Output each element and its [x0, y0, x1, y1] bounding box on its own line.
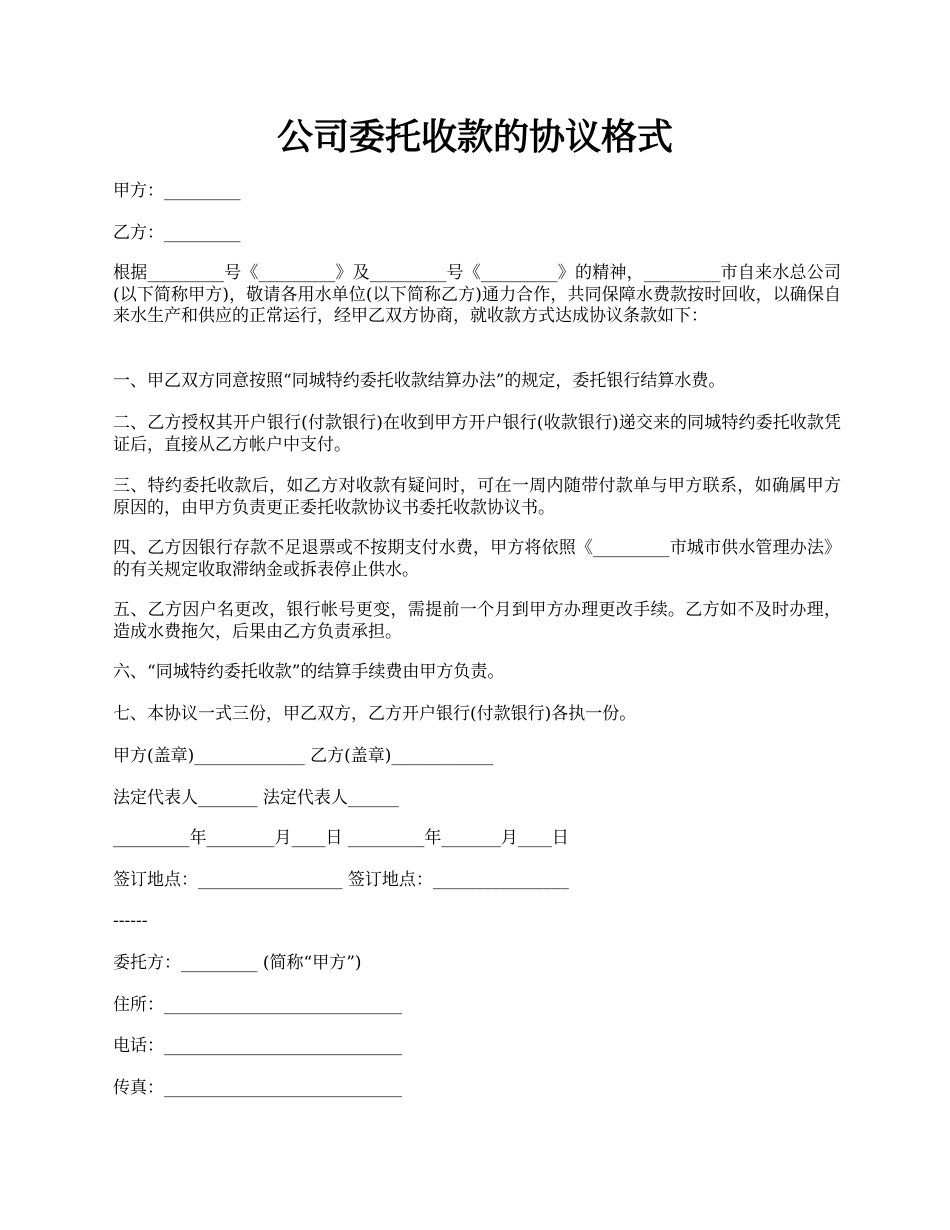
party-a-line: 甲方：_________: [113, 181, 241, 201]
legal-representative-line: 法定代表人_______ 法定代表人______: [113, 788, 399, 808]
seal-line: 甲方(盖章)_____________ 乙方(盖章)____________: [113, 746, 494, 766]
clause-4: 四、乙方因银行存款不足退票或不按期支付水费，甲方将依照《_________市城市供水管理办法》的有关规定收取滞纳金或拆表停止供水。: [113, 538, 841, 580]
fax-line: 传真：____________________________: [113, 1078, 402, 1098]
separator: ------: [113, 911, 148, 931]
signing-place-line: 签订地点：_________________ 签订地点：________________: [113, 870, 569, 890]
clause-7: 七、本协议一式三份，甲乙双方，乙方开户银行(付款银行)各执一份。: [113, 704, 637, 724]
clause-3: 三、特约委托收款后，如乙方对收款有疑问时，可在一周内随带付款单与甲方联系，如确属甲方原因的，由甲方负责更正委托收款协议书委托收款协议书。: [113, 476, 841, 518]
clause-1: 一、甲乙双方同意按照“同城特约委托收款结算办法”的规定，委托银行结算水费。: [113, 371, 726, 391]
phone-line: 电话：____________________________: [113, 1036, 402, 1056]
entrusting-party-line: 委托方：_________ (简称“甲方”): [113, 953, 362, 973]
clause-5: 五、乙方因户名更改，银行帐号更变，需提前一个月到甲方办理更改手续。乙方如不及时办理，造成水费拖欠，后果由乙方负责承担。: [113, 600, 841, 642]
clause-2: 二、乙方授权其开户银行(付款银行)在收到甲方开户银行(收款银行)递交来的同城特约委托收款凭证后，直接从乙方帐户中支付。: [113, 413, 841, 455]
document-title: 公司委托收款的协议格式: [276, 116, 673, 158]
address-line: 住所：____________________________: [113, 995, 402, 1015]
party-b-line: 乙方：_________: [113, 223, 241, 243]
date-line: _________年________月____日 _________年_______月____日: [113, 828, 569, 848]
clause-6: 六、“同城特约委托收款”的结算手续费由甲方负责。: [113, 662, 505, 682]
intro-paragraph: 根据_________号《_________》及_________号《_________》的精神，_________市自来水总公司(以下简称甲方)，敬请各用水单位(以下简称乙方)通力合作，共同保障水费款按时回收，以确保自来水生产和供应的正常运行，经甲乙双方协商，就收款方式达成协议条款如下：: [113, 263, 841, 326]
